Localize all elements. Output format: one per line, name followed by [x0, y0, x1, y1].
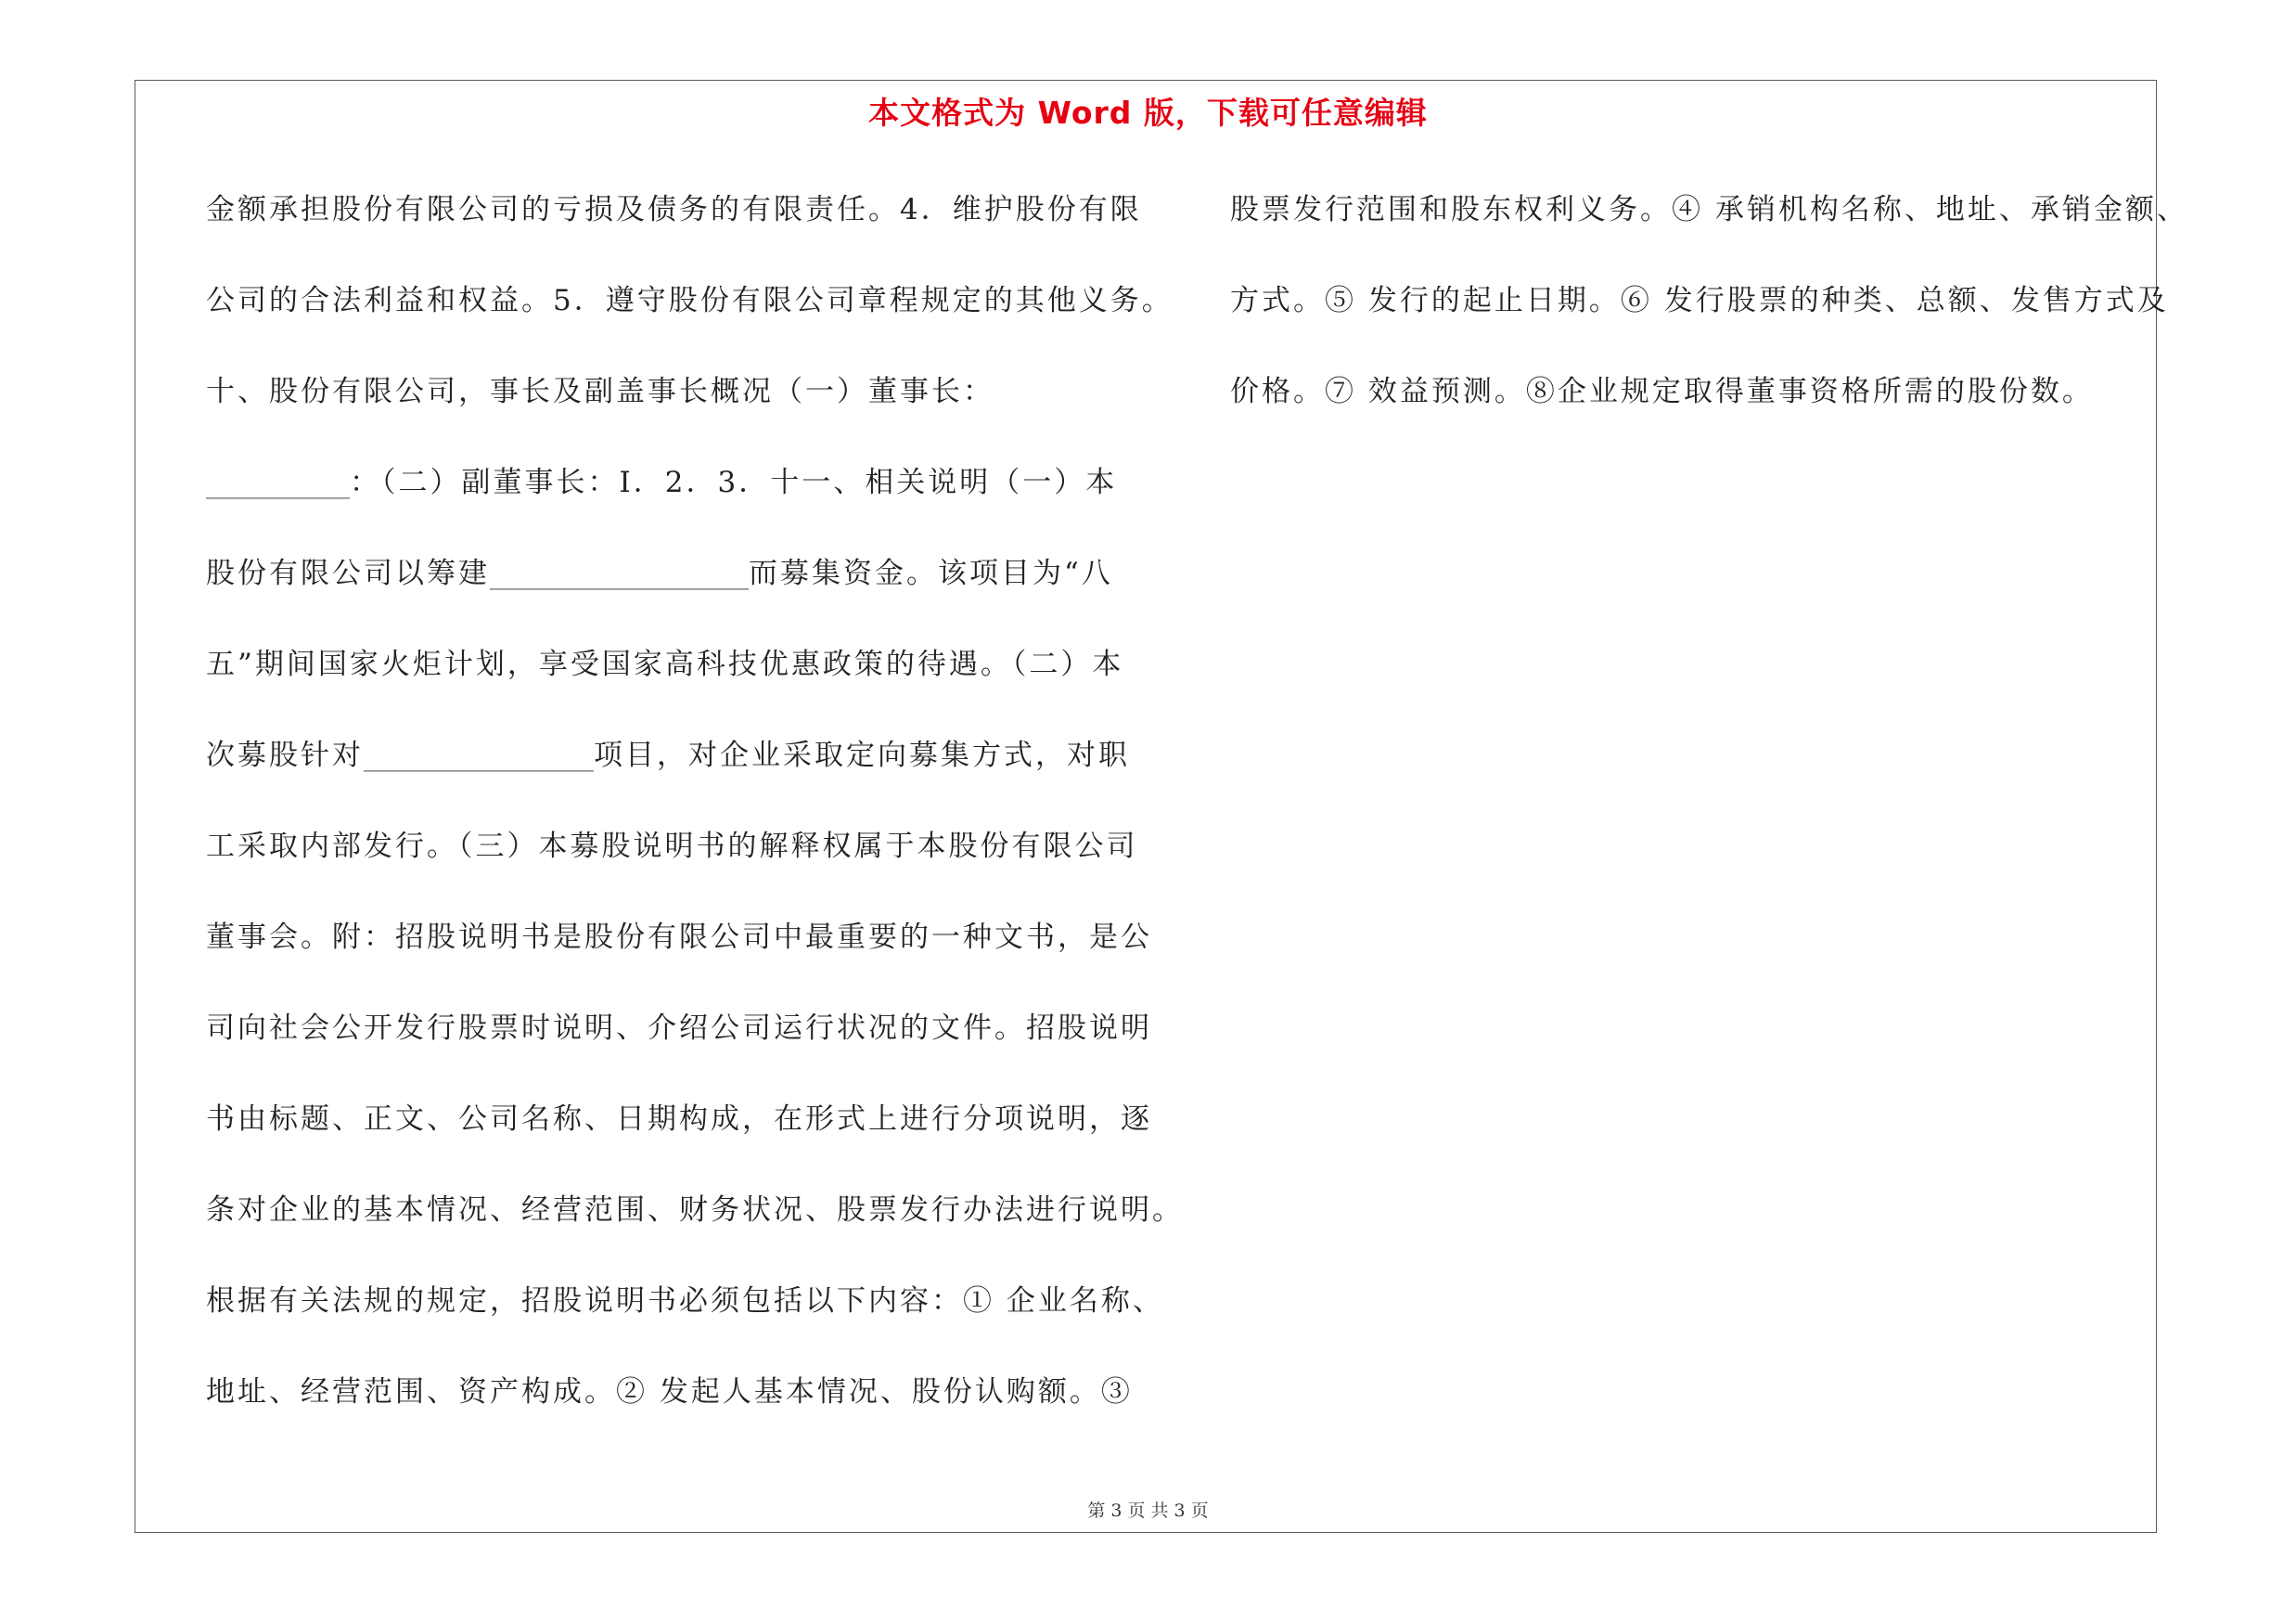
text-segment: 次募股针对	[206, 739, 364, 772]
text-segment: 股份有限公司以筹建	[206, 557, 490, 590]
text-line	[206, 182, 1184, 273]
text-segment: 而募集资金。该项目为“八	[749, 557, 1113, 590]
text-segment: 工采取内部发行。（三）本募股说明书的解释权属于本股份有限公司	[206, 830, 1138, 863]
text-line: 方式。⑤ 发行的起止日期。⑥ 发行股票的种类、总额、发售方式及	[1230, 284, 2169, 317]
left-text-column	[206, 182, 1184, 1455]
text-segment: 五”期间国家火炬计划，享受国家高科技优惠政策的待遇。（二）本	[206, 648, 1124, 681]
text-line	[206, 1364, 1184, 1455]
fill-in-blank: __________	[206, 466, 350, 499]
text-line	[206, 909, 1184, 1000]
text-segment: 董事会。附：招股说明书是股份有限公司中最重要的一种文书，是公	[206, 921, 1152, 954]
page-number-footer: 第 3 页 共 3 页	[1087, 1501, 1209, 1521]
format-notice-banner: 本文格式为 Word 版，下载可任意编辑	[868, 95, 1428, 131]
text-segment: 司向社会公开发行股票时说明、介绍公司运行状况的文件。招股说明	[206, 1011, 1152, 1045]
text-segment: 条对企业的基本情况、经营范围、财务状况、股票发行办法进行说明。	[206, 1193, 1184, 1227]
text-line	[206, 1273, 1184, 1364]
text-line	[206, 637, 1184, 728]
text-segment: 地址、经营范围、资产构成。② 发起人基本情况、股份认购额。③	[206, 1375, 1133, 1409]
fill-in-blank: ________________	[364, 739, 594, 772]
text-line: 股票发行范围和股东权利义务。④ 承销机构名称、地址、承销金额、	[1230, 193, 2188, 226]
text-line	[206, 364, 1184, 455]
text-segment: ：（二）副董事长：I．2．3．十一、相关说明（一）本	[350, 466, 1118, 499]
text-segment: 公司的合法利益和权益。5．遵守股份有限公司章程规定的其他义务。	[206, 284, 1174, 317]
text-segment: 根据有关法规的规定，招股说明书必须包括以下内容：① 企业名称、	[206, 1284, 1164, 1318]
text-line	[206, 728, 1184, 818]
text-line	[206, 455, 1184, 546]
text-line	[206, 1182, 1184, 1273]
text-segment: 项目，对企业采取定向募集方式，对职	[594, 739, 1130, 772]
text-line	[206, 1000, 1184, 1091]
text-segment: 书由标题、正文、公司名称、日期构成，在形式上进行分项说明，逐	[206, 1102, 1152, 1136]
text-line	[206, 1091, 1184, 1182]
text-line: 价格。⑦ 效益预测。⑧企业规定取得董事资格所需的股份数。	[1230, 375, 2094, 408]
right-text-column	[1230, 182, 2188, 455]
text-line	[206, 273, 1184, 364]
text-line	[206, 818, 1184, 909]
text-segment: 十、股份有限公司，事长及副盖事长概况（一）董事长：	[206, 375, 994, 408]
fill-in-blank: __________________	[490, 557, 749, 590]
text-line	[206, 546, 1184, 637]
text-segment: 金额承担股份有限公司的亏损及债务的有限责任。4．维护股份有限	[206, 193, 1142, 226]
